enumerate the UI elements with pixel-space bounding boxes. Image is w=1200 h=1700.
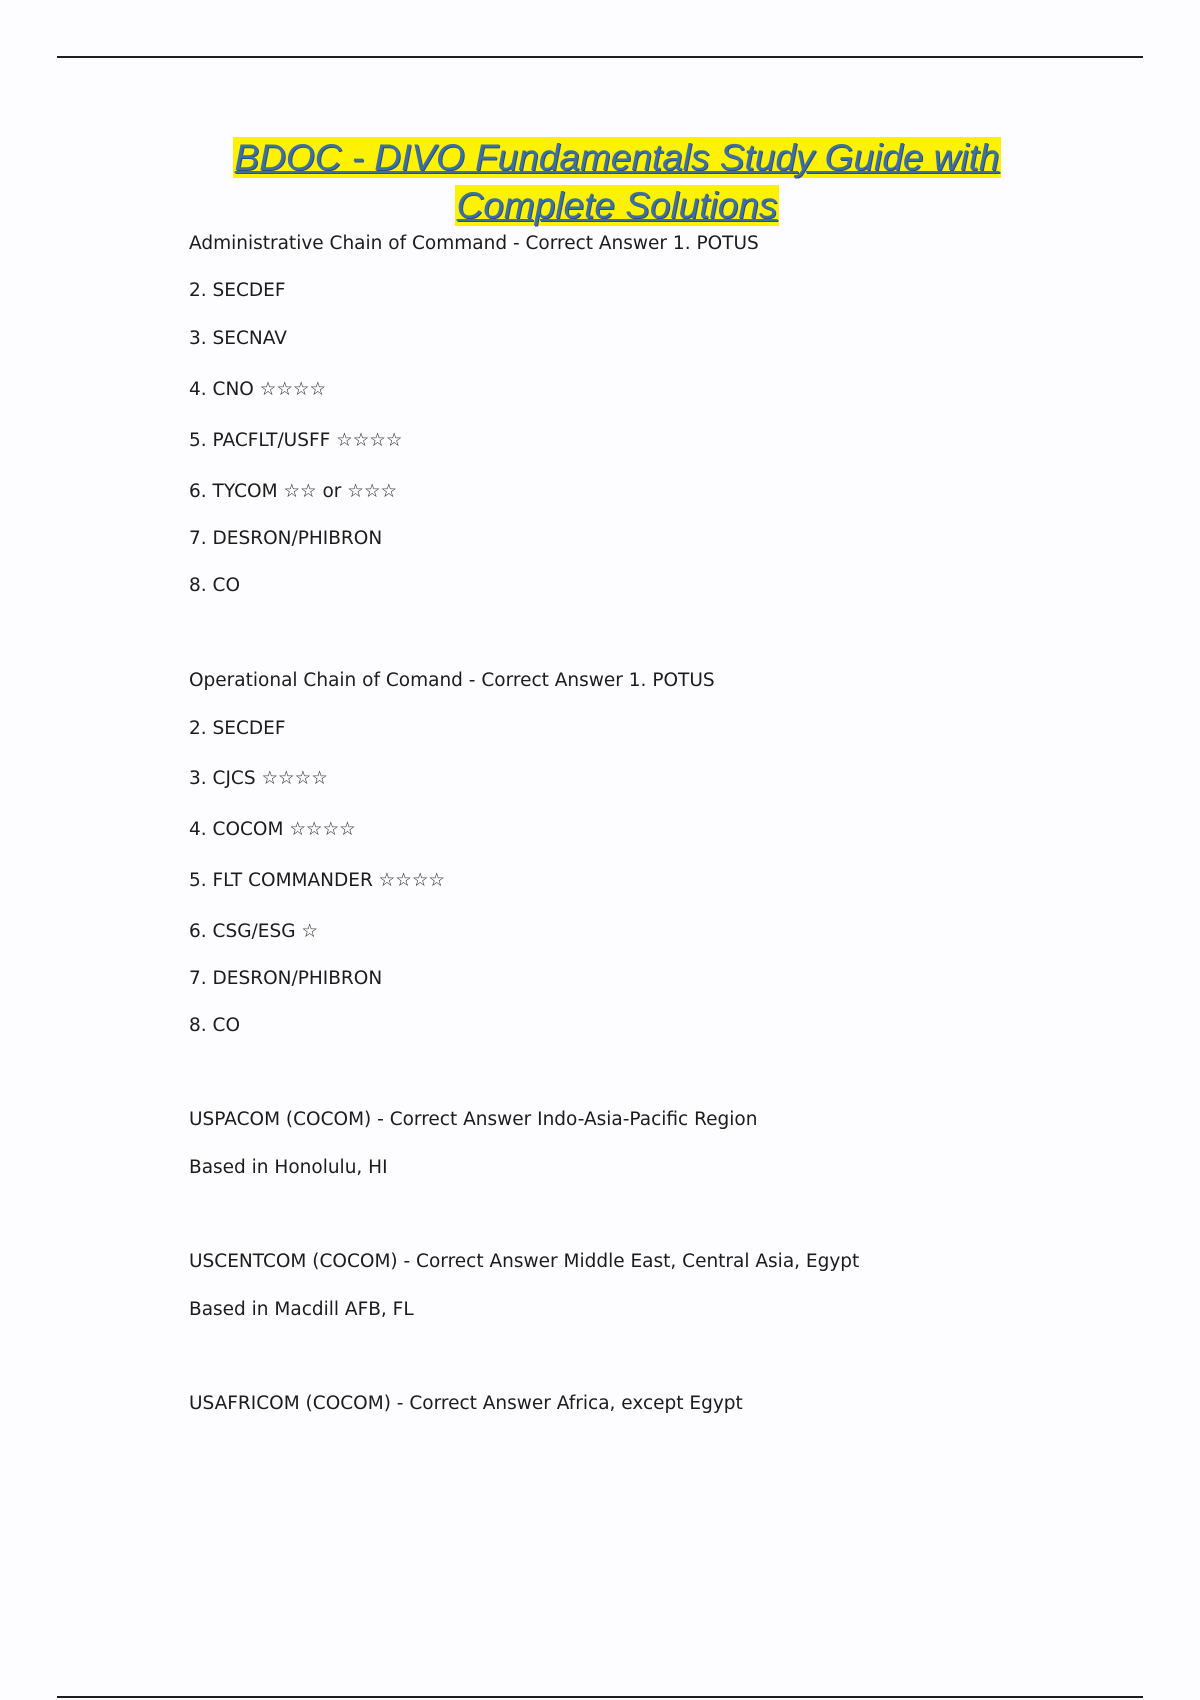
uspacom-detail: Based in Honolulu, HI [189, 1157, 388, 1178]
top-rule [57, 56, 1143, 58]
admin-chain-item: 5. PACFLT/USFF ☆☆☆☆ [189, 430, 403, 451]
operational-chain-item: 6. CSG/ESG ☆ [189, 921, 318, 942]
admin-chain-item: 3. SECNAV [189, 328, 287, 349]
uscentcom-detail: Based in Macdill AFB, FL [189, 1299, 414, 1320]
operational-chain-item: 3. CJCS ☆☆☆☆ [189, 768, 328, 789]
admin-chain-item: 7. DESRON/PHIBRON [189, 528, 383, 549]
document-title [0, 134, 1200, 230]
uspacom-question: USPACOM (COCOM) - Correct Answer Indo-Asia-Pacific Region [189, 1109, 758, 1130]
admin-chain-item: 4. CNO ☆☆☆☆ [189, 379, 327, 400]
admin-chain-item: 6. TYCOM ☆☆ or ☆☆☆ [189, 481, 398, 502]
operational-chain-item: 4. COCOM ☆☆☆☆ [189, 819, 356, 840]
operational-chain-item: 8. CO [189, 1015, 241, 1036]
operational-chain-question: Operational Chain of Comand - Correct Answer 1. POTUS [189, 670, 715, 691]
usafricom-question: USAFRICOM (COCOM) - Correct Answer Africa, except Egypt [189, 1393, 743, 1414]
operational-chain-item: 5. FLT COMMANDER ☆☆☆☆ [189, 870, 446, 891]
admin-chain-item: 8. CO [189, 575, 241, 596]
title-line-2: Complete Solutions [456, 185, 778, 226]
operational-chain-item: 2. SECDEF [189, 718, 286, 739]
bottom-rule [57, 1696, 1143, 1698]
uscentcom-question: USCENTCOM (COCOM) - Correct Answer Middle East, Central Asia, Egypt [189, 1251, 860, 1272]
title-line-1: BDOC - DIVO Fundamentals Study Guide with [234, 137, 1000, 178]
admin-chain-item: 2. SECDEF [189, 280, 286, 301]
admin-chain-question: Administrative Chain of Command - Correct Answer 1. POTUS [189, 233, 759, 254]
operational-chain-item: 7. DESRON/PHIBRON [189, 968, 383, 989]
